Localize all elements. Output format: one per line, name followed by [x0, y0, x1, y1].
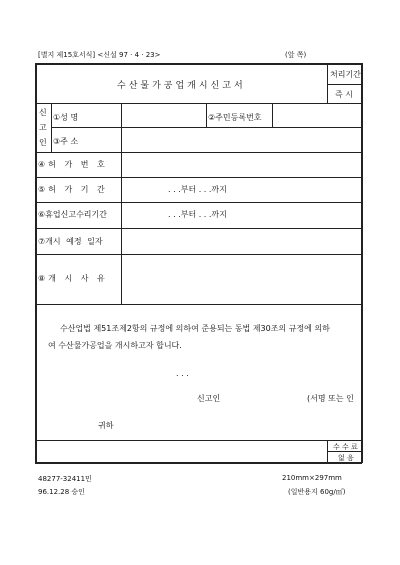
- title-divider: [327, 63, 328, 103]
- approval-date: 96.12.28 승인: [38, 488, 85, 496]
- row-7-bottom: [35, 254, 362, 255]
- permit-period-field[interactable]: . . .부터 . . .까지: [168, 185, 227, 194]
- address-field[interactable]: [125, 136, 355, 148]
- start-date-label: ⑦개시 예정 일자: [38, 237, 103, 246]
- fee-label: 수 수 료: [333, 443, 358, 451]
- statement-date[interactable]: . . .: [176, 369, 189, 378]
- reason-field[interactable]: [125, 262, 355, 298]
- name-row-bottom: [51, 127, 362, 128]
- page-side-label: (앞 쪽): [285, 51, 307, 59]
- resident-label-divider: [206, 103, 207, 127]
- resident-number-label: ②주민등록번호: [208, 113, 262, 122]
- recipient-suffix: 귀하: [98, 421, 114, 430]
- row-4-bottom: [35, 177, 362, 178]
- name-field[interactable]: [125, 112, 203, 124]
- title-bottom-line: [35, 103, 362, 104]
- form-code: [별지 제15호서식] <신설 97 · 4 · 23>: [38, 51, 161, 59]
- form-right-border: [361, 63, 363, 463]
- suspension-period-label: ⑥휴업신고수리기간: [38, 210, 107, 219]
- start-date-field[interactable]: [125, 236, 355, 248]
- applicant-bottom-line: [35, 152, 362, 153]
- form-number: 48277-32411민: [38, 475, 92, 483]
- form-left-border: [35, 63, 37, 463]
- reporter-label: 신고인: [197, 394, 221, 403]
- row-6-bottom: [35, 228, 362, 229]
- permit-number-field[interactable]: [125, 159, 355, 171]
- address-label: ③주 소: [53, 137, 79, 146]
- statement-line-1: 수산업법 제51조제2항의 규정에 의하여 준용되는 동법 제30조의 규정에 의하: [60, 324, 330, 333]
- signature-label[interactable]: (서명 또는 인: [307, 394, 354, 403]
- applicant-group-char-3: 인: [39, 138, 47, 147]
- processing-period-label: 처리기간: [330, 70, 361, 79]
- permit-period-label: ⑤허 가 기 간: [38, 185, 108, 194]
- paper-size: 210mm×297mm: [282, 474, 342, 482]
- fee-top-line: [35, 440, 362, 441]
- processing-period-value: 즉 시: [335, 90, 353, 99]
- name-label: ①성 명: [53, 113, 79, 122]
- statement-line-2: 여 수산물가공업을 개시하고자 합니다.: [48, 341, 182, 350]
- fee-value: 없 음: [338, 454, 354, 462]
- resident-number-field[interactable]: [276, 112, 356, 124]
- resident-value-divider: [272, 103, 273, 127]
- paper-type: (일반용지 60g/㎡): [288, 488, 346, 496]
- row-5-bottom: [35, 202, 362, 203]
- form-bottom-border: [35, 462, 362, 464]
- suspension-period-field[interactable]: . . .부터 . . .까지: [168, 210, 227, 219]
- row-8-bottom: [35, 304, 362, 305]
- reason-label: ⑧개 시 사 유: [38, 274, 108, 283]
- processing-divider: [327, 84, 362, 85]
- form-top-border: [35, 63, 362, 65]
- applicant-group-char-2: 고: [39, 123, 47, 132]
- applicant-group-char-1: 신: [39, 108, 47, 117]
- permit-number-label: ④허 가 번 호: [38, 160, 108, 169]
- form-title: 수산물가공업개시신고서: [117, 81, 246, 91]
